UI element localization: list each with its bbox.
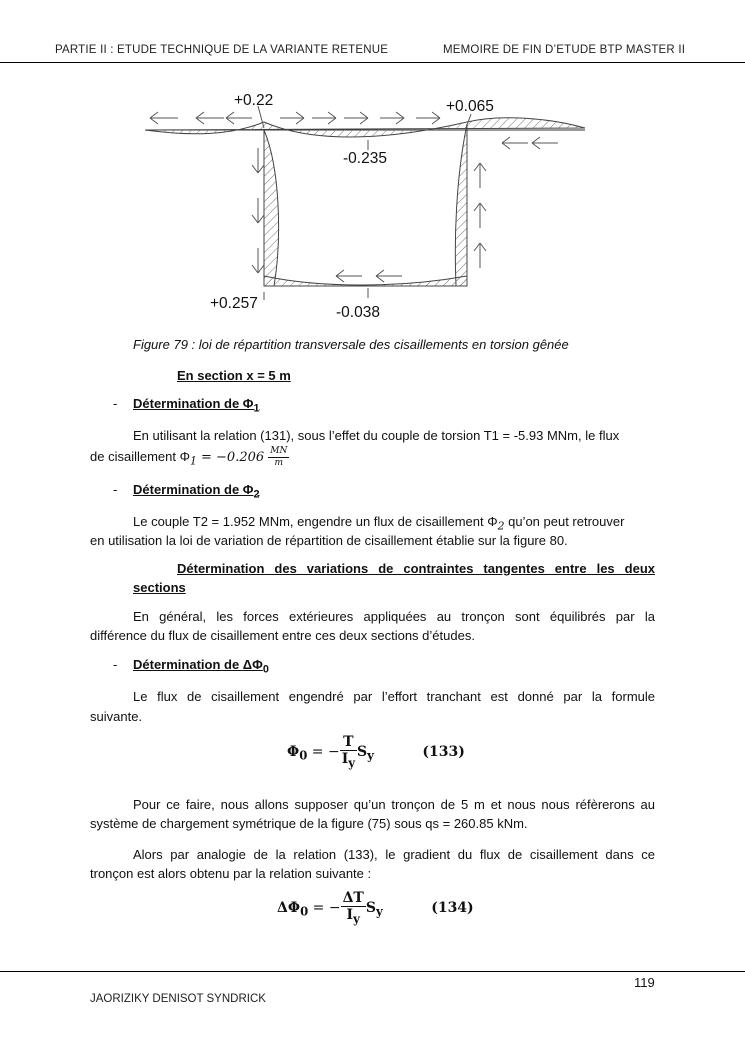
section-title: En section x = 5 m [177, 368, 291, 383]
footer-author: JAORIZIKY DENISOT SYNDRICK [90, 993, 266, 1005]
figure-caption: Figure 79 : loi de répartition transversale des cisaillements en torsion gênée [133, 337, 569, 352]
equation-134: $\Delta\Phi_0$ = − $\frac{\Delta T}{I_y}$ $S_y$ (134) [277, 890, 474, 926]
bottom-slab-arrows [336, 270, 402, 282]
para2-line1: Le couple T2 = 1.952 MNm, engendre un flux de cisaillement $\Phi_2$ qu’on peut retrouver [133, 514, 625, 533]
para3-line2: différence du flux de cisaillement entre ces deux sections d’études. [90, 628, 475, 643]
unit-numerator: MN [270, 446, 288, 457]
top-right-arrows [502, 137, 558, 149]
bullet-phi2: - [113, 482, 118, 497]
flux-label-bottom-left: +0.257 [210, 295, 258, 312]
equation-133-tag: (133) [422, 743, 465, 760]
left-web-arrows [252, 148, 264, 273]
shear-diagram [140, 88, 600, 333]
heading-variations-line2: sections [133, 580, 186, 595]
shear-distribution-figure [140, 88, 600, 333]
heading-phi2: Détermination de $\Phi_2$ [133, 482, 260, 501]
para6-line1: Alors par analogie de la relation (133), le gradient du flux de cisaillement dans ce [133, 847, 655, 862]
bullet-dphi0: - [113, 657, 118, 672]
top-left-arrows [150, 112, 252, 124]
flux-label-top-left: +0.22 [234, 92, 274, 109]
heading-dphi0: Détermination de $\Delta\Phi_0$ [133, 657, 269, 676]
para1-line2: de cisaillement $\Phi_1 = -0.206$ $\frac{MN}{m}$ [90, 446, 288, 469]
footer-rule [0, 971, 745, 972]
right-web-flux-curve [455, 124, 467, 286]
running-header-left: PARTIE II : ETUDE TECHNIQUE DE LA VARIANTE RETENUE [55, 44, 389, 56]
page-number: 119 [634, 975, 655, 990]
bottom-slab-flux-curve [264, 276, 467, 286]
flux-label-top-mid: -0.235 [343, 150, 387, 167]
para6-line2: tronçon est alors obtenu par la relation suivante : [90, 866, 372, 881]
right-web-arrows [474, 163, 486, 268]
para4-line1: Le flux de cisaillement engendré par l’effort tranchant est donné par la formule [133, 689, 655, 704]
para5-line2: système de chargement symétrique de la figure (75) sous qs = 260.85 kNm. [90, 816, 528, 831]
para5-line1: Pour ce faire, nous allons supposer qu’un tronçon de 5 m et nous nous réfèrerons au [133, 797, 655, 812]
para3-line1: En général, les forces extérieures appliquées au tronçon sont équilibrés par la [133, 609, 655, 624]
left-web-flux-curve [264, 130, 279, 286]
equation-133: $\Phi_0$ = − $\frac{T}{I_y}$ $S_y$ (133) [287, 734, 465, 770]
flux-label-top-right: +0.065 [446, 98, 494, 115]
flux-label-bottom-mid: -0.038 [336, 304, 380, 321]
unit-denominator: m [274, 458, 284, 469]
bullet-phi1: - [113, 396, 118, 411]
header-rule [0, 62, 745, 63]
heading-phi1: Détermination de $\Phi_1$ [133, 396, 260, 415]
top-mid-arrows [280, 112, 440, 124]
para4-line2: suivante. [90, 709, 143, 724]
running-header-right: MEMOIRE DE FIN D’ETUDE BTP MASTER II [443, 44, 686, 56]
equation-134-tag: (134) [431, 899, 474, 916]
heading-variations-line1: Détermination des variations de contraintes tangentes entre les deux [177, 561, 655, 576]
para2-line2: en utilisation la loi de variation de répartition de cisaillement établie sur la figure 80. [90, 533, 568, 548]
para1-line1: En utilisant la relation (131), sous l’effet du couple de torsion T1 = -5.93 MNm, le flux [133, 428, 620, 443]
